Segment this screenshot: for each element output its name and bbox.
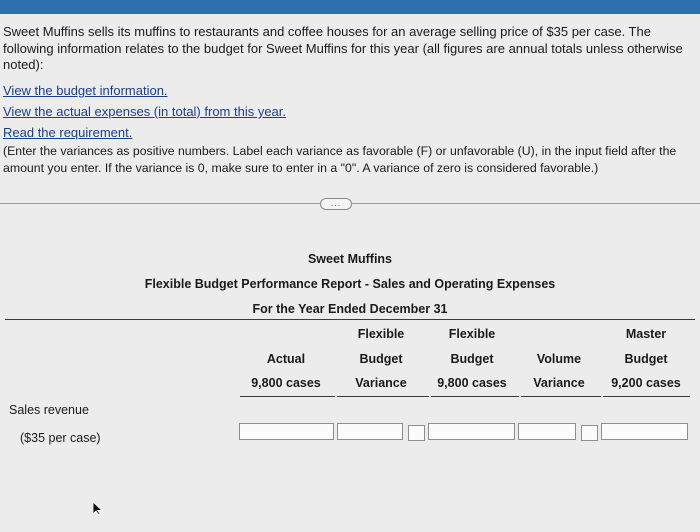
- column-header-flexible-budget-variance: Flexible Budget Variance: [355, 327, 407, 390]
- report-header-rule: [5, 319, 695, 320]
- report-title: Flexible Budget Performance Report - Sales and Operating Expenses: [144, 277, 556, 291]
- sales-revenue-master-budget-input[interactable]: [601, 423, 688, 440]
- sales-revenue-volume-variance-input[interactable]: [518, 423, 576, 440]
- column-rule-flexible-budget: [431, 396, 519, 397]
- column-rule-actual: [240, 396, 335, 397]
- column-header-flexible-budget: Flexible Budget 9,800 cases: [437, 327, 507, 390]
- info-links: [3, 80, 286, 143]
- report-company: Sweet Muffins: [307, 252, 393, 266]
- view-actual-expenses-link[interactable]: View the actual expenses (in total) from this year.: [3, 104, 287, 119]
- read-requirement-link[interactable]: Read the requirement.: [3, 125, 133, 140]
- sales-revenue-volume-variance-label-select[interactable]: [581, 425, 598, 441]
- sales-revenue-flexible-budget-variance-input[interactable]: [337, 423, 403, 440]
- row-label-price-per-case: ($35 per case): [20, 431, 101, 445]
- view-budget-link[interactable]: View the budget information.: [3, 83, 168, 98]
- row-label-sales-revenue: Sales revenue: [9, 403, 89, 417]
- column-header-actual: Actual 9,800 cases: [251, 351, 321, 390]
- sales-revenue-flexible-budget-input[interactable]: [428, 423, 515, 440]
- column-rule-flexible-budget-variance: [337, 396, 429, 397]
- instructions-text: (Enter the variances as positive numbers. Label each variance as favorable (F) or unfavorable (U), in the input field after the amount you enter. If the variance is 0, make sure to enter in a "0". A variance of zero is considered favorable.): [3, 144, 677, 175]
- expand-button[interactable]: ...: [320, 198, 352, 210]
- column-rule-master-budget: [603, 396, 690, 397]
- sales-revenue-flexible-budget-variance-label-select[interactable]: [408, 425, 425, 441]
- top-bar: [0, 0, 700, 14]
- sales-revenue-actual-input[interactable]: [239, 423, 334, 440]
- mouse-pointer-icon: [92, 501, 104, 515]
- report-period: For the Year Ended December 31: [252, 302, 448, 316]
- column-header-volume-variance: Volume Variance: [533, 351, 585, 390]
- column-rule-volume-variance: [521, 396, 601, 397]
- problem-intro: Sweet Muffins sells its muffins to restaurants and coffee houses for an average selling price of $35 per case. The following information relates to the budget for Sweet Muffins for this year (all figures are annual totals unless otherwise noted):: [3, 24, 683, 72]
- column-header-master-budget: Master Budget 9,200 cases: [611, 327, 681, 390]
